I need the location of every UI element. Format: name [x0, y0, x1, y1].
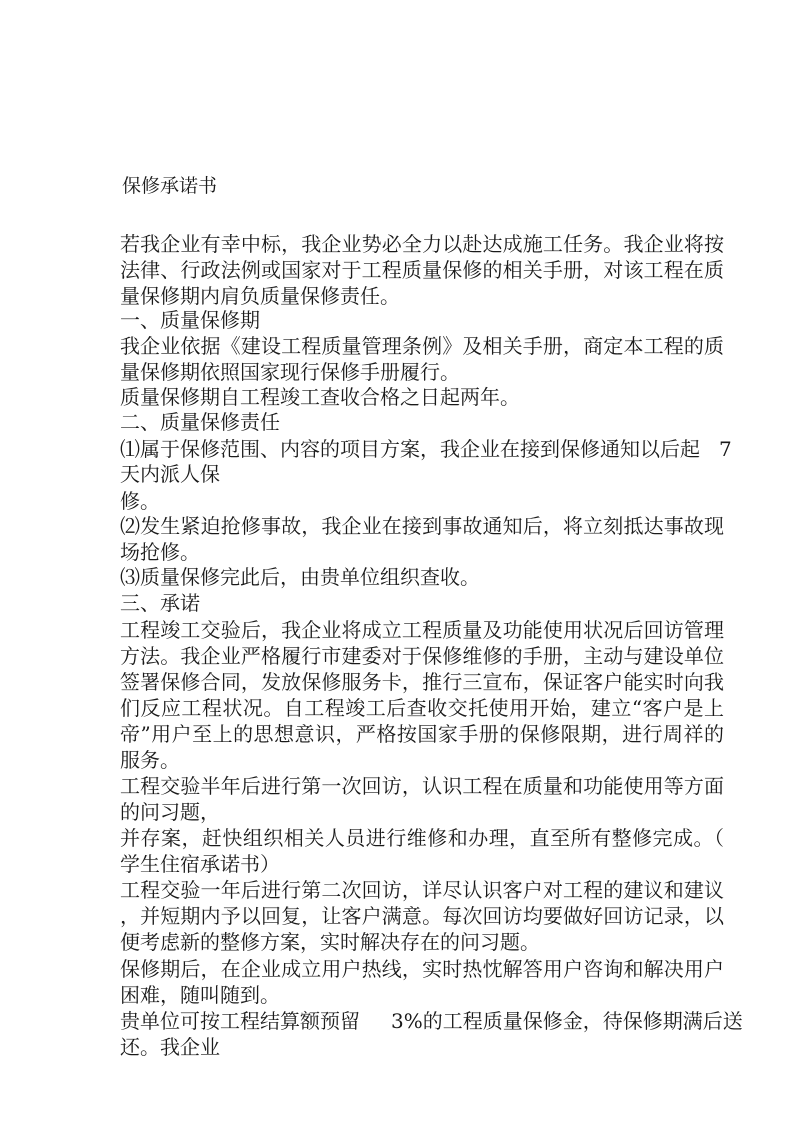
text-line: 量保修期依照国家现行保修手册履行。: [120, 360, 460, 384]
text-line: 帝”用户至上的思想意识，严格按国家手册的保修限期，进行周祥的: [120, 722, 724, 746]
text-line: ⑴属于保修范围、内容的项目方案，我企业在接到保修通知以后起: [120, 437, 700, 461]
text-line: 服务。: [120, 748, 180, 772]
text-line: 签署保修合同，发放保修服务卡，推行三宣布，保证客户能实时向我: [120, 670, 724, 694]
text-line: 们反应工程状况。自工程竣工后查收交托使用开始，建立“客户是上: [120, 696, 724, 720]
text-line: 量保修期内肩负质量保修责任。: [120, 284, 400, 308]
text-line-number: 7: [719, 437, 732, 461]
text-line: 学生住宿承诺书）: [120, 852, 280, 876]
text-line: 方法。我企业严格履行市建委对于保修维修的手册，主动与建设单位: [120, 644, 724, 668]
text-line: 工程交验半年后进行第一次回访，认识工程在质量和功能使用等方面: [120, 774, 724, 798]
text-line: ⑶质量保修完此后，由贵单位组织查收。: [120, 565, 480, 589]
text-line: 若我企业有幸中标，我企业势必全力以赴达成施工任务。我企业将按: [120, 232, 724, 256]
text-line: 并存案，赶快组织相关人员进行维修和办理，直至所有整修完成。（: [120, 826, 724, 850]
document-title: 保修承诺书: [122, 175, 218, 197]
text-line: ，并短期内予以回复，让客户满意。每次回访均要做好回访记录，以: [120, 904, 724, 928]
text-line: 天内派人保: [120, 462, 220, 486]
section-heading: 一、质量保修期: [120, 308, 260, 332]
text-line: 工程竣工交验后，我企业将成立工程质量及功能使用状况后回访管理: [120, 618, 724, 642]
text-line: 修。: [120, 489, 160, 513]
text-line: 质量保修期自工程竣工查收合格之日起两年。: [120, 385, 520, 409]
text-line: 场抢修。: [120, 540, 200, 564]
section-heading: 二、质量保修责任: [120, 410, 280, 434]
text-line: 便考虑新的整修方案，实时解决存在的问习题。: [120, 930, 540, 954]
text-line: 贵单位可按工程结算额预留: [120, 1009, 360, 1033]
section-heading: 三、承诺: [120, 591, 200, 615]
text-line: 法律、行政法例或国家对于工程质量保修的相关手册，对该工程在质: [120, 258, 724, 282]
text-line: 还。我企业: [120, 1035, 220, 1059]
text-line: 的问习题，: [120, 800, 220, 824]
text-line: 工程交验一年后进行第二次回访，详尽认识客户对工程的建议和建议: [120, 878, 724, 902]
text-line: 3%的工程质量保修金，待保修期满后送: [391, 1009, 743, 1033]
text-line: 困难，随叫随到。: [120, 983, 280, 1007]
text-line: ⑵发生紧迫抢修事故，我企业在接到事故通知后，将立刻抵达事故现: [120, 514, 724, 538]
text-line: 我企业依据《建设工程质量管理条例》及相关手册，商定本工程的质: [120, 334, 724, 358]
text-line: 保修期后，在企业成立用户热线，实时热忱解答用户咨询和解决用户: [120, 957, 724, 981]
